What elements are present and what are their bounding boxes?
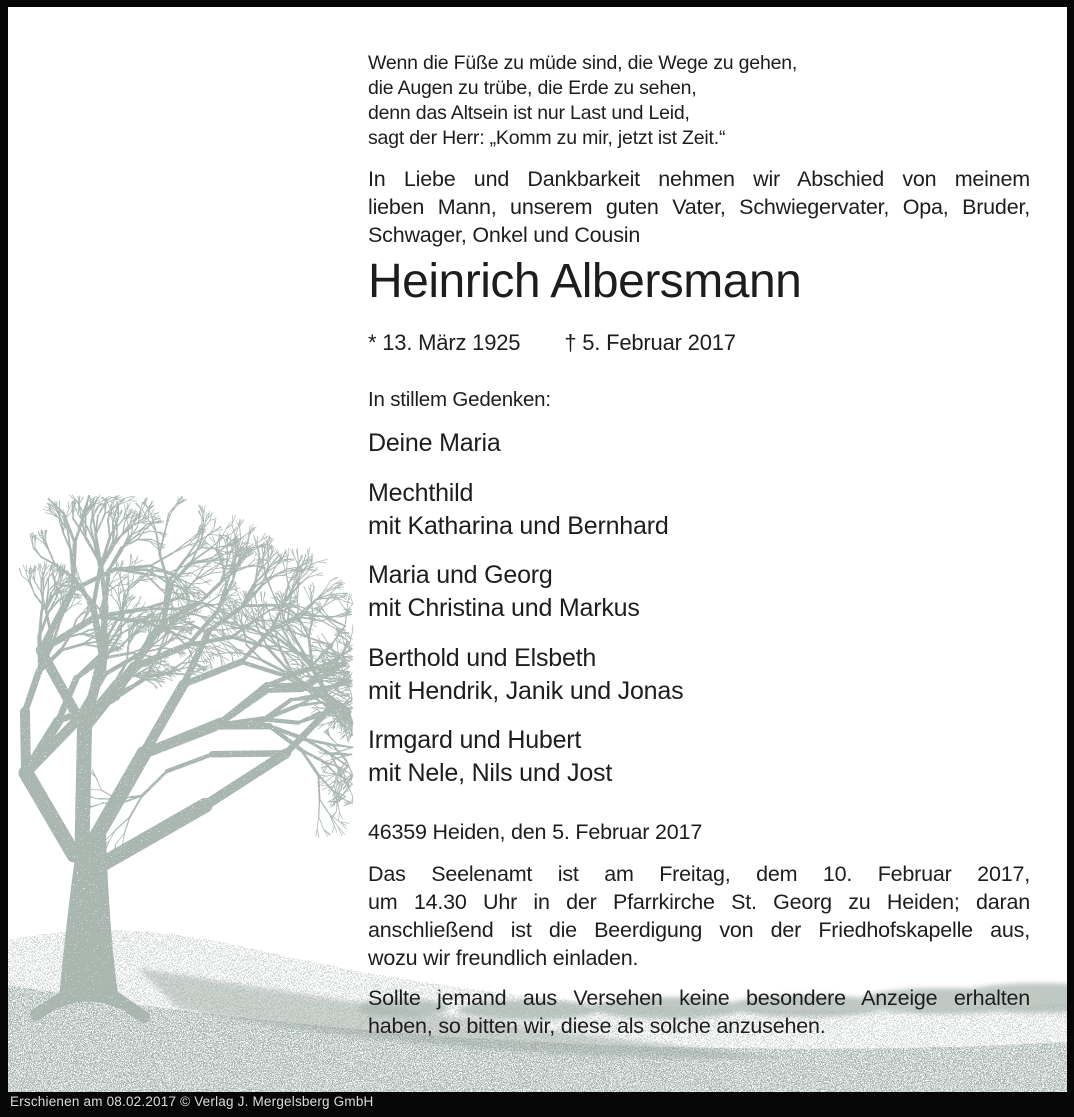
service-line: anschließend ist die Beerdigung von der Friedhofskapelle aus, [368,918,1030,942]
mourner-names: Deine Maria [368,429,501,457]
mourner-entry [368,724,1030,790]
intro-line: lieben Mann, unserem guten Vater, Schwiegervater, Opa, Bruder, [368,195,1030,219]
mourner-entry [368,477,1030,543]
announcement-text [368,51,1030,1040]
mourner-names: Maria und Georg [368,561,553,589]
birth-date: * 13. März 1925 [368,330,521,355]
mourner-children: mit Christina und Markus [368,594,640,622]
poem-line: denn das Altsein ist nur Last und Leid, [368,102,690,124]
mourner-names: Mechthild [368,478,474,507]
poem-line: sagt der Herr: „Komm zu mir, jetzt ist Zeit.“ [368,127,726,149]
mourner-names: Irmgard und Hubert [368,726,582,754]
mourner-names: Berthold und Elsbeth [368,643,597,672]
poem-verse [368,51,1030,151]
place-date-line: 46359 Heiden, den 5. Februar 2017 [368,820,703,844]
intro-line: Schwager, Onkel und Cousin [368,223,641,247]
mourner-children: mit Katharina und Bernhard [368,511,669,540]
death-date: † 5. Februar 2017 [564,330,736,355]
mourner-children: mit Nele, Nils und Jost [368,759,613,787]
mourner-entry [368,642,1030,708]
poem-line: Wenn die Füße zu müde sind, die Wege zu gehen, [368,52,798,74]
service-paragraph [368,860,1030,972]
intro-paragraph [368,165,1030,249]
memoriam-label: In stillem Gedenken: [368,388,551,411]
deceased-name: Heinrich Albersmann [368,255,802,308]
publisher-imprint: Erschienen am 08.02.2017 © Verlag J. Mergelsberg GmbH [10,1094,374,1109]
poem-line: die Augen zu trübe, die Erde zu sehen, [368,77,697,99]
service-line: wozu wir freundlich einladen. [368,946,639,970]
notice-line: Sollte jemand aus Versehen keine besondere Anzeige erhalten [368,986,1030,1010]
mourner-entry [368,559,1030,625]
mourners-list [368,427,1030,790]
service-line: um 14.30 Uhr in der Pfarrkirche St. Georg zu Heiden; daran [368,890,1030,914]
mourner-children: mit Hendrik, Janik und Jonas [368,676,684,705]
notice-line: haben, so bitten wir, diese als solche anzusehen. [368,1014,826,1038]
notice-paragraph [368,984,1030,1040]
life-dates [368,329,1030,357]
obituary-card [8,7,1067,1092]
intro-line: In Liebe und Dankbarkeit nehmen wir Abschied von meinem [368,167,1030,191]
mourner-entry [368,427,1030,460]
service-line: Das Seelenamt ist am Freitag, dem 10. Februar 2017, [368,862,1030,886]
